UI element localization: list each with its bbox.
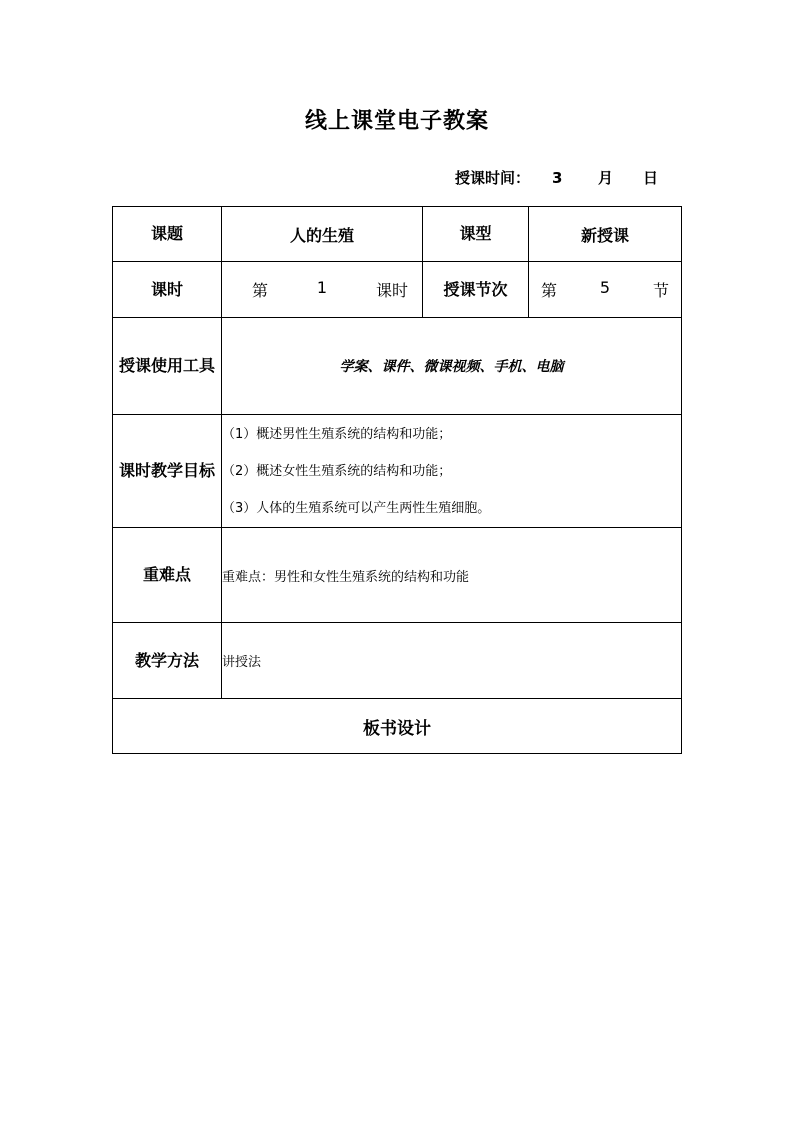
period-suffix: 课时 bbox=[375, 281, 408, 300]
table-row bbox=[113, 623, 682, 699]
teaching-goals-label: 课时教学目标 bbox=[113, 415, 222, 528]
lesson-type-label: 课型 bbox=[423, 207, 529, 262]
table-row bbox=[113, 262, 682, 318]
key-points-value: 重难点：男性和女性生殖系统的结构和功能 bbox=[222, 528, 682, 623]
session-value bbox=[529, 262, 682, 318]
teaching-method-label: 教学方法 bbox=[113, 623, 222, 699]
topic-label: 课题 bbox=[113, 207, 222, 262]
tools-label: 授课使用工具 bbox=[113, 318, 222, 415]
teaching-method-value: 讲授法 bbox=[222, 623, 682, 699]
session-number: 5 bbox=[599, 278, 611, 297]
teaching-date bbox=[455, 167, 658, 188]
session-suffix: 节 bbox=[652, 281, 669, 300]
board-design-label: 板书设计 bbox=[113, 699, 682, 754]
document-title: 线上课堂电子教案 bbox=[304, 109, 489, 134]
period-prefix: 第 bbox=[252, 281, 269, 300]
list-item: （2）概述女性生殖系统的结构和功能； bbox=[222, 463, 452, 479]
table-row bbox=[113, 318, 682, 415]
table-row bbox=[113, 207, 682, 262]
tools-value: 学案、课件、微课视频、手机、电脑 bbox=[222, 318, 682, 415]
topic-value: 人的生殖 bbox=[222, 207, 423, 262]
list-item: （3）人体的生殖系统可以产生两性生殖细胞。 bbox=[222, 500, 491, 516]
period-value bbox=[222, 262, 423, 318]
date-label: 授课时间： bbox=[455, 169, 531, 187]
table-row bbox=[113, 528, 682, 623]
lesson-type-value: 新授课 bbox=[529, 207, 682, 262]
key-points-label: 重难点 bbox=[113, 528, 222, 623]
lesson-plan-table bbox=[112, 206, 682, 754]
date-day-unit: 日 bbox=[643, 169, 659, 187]
date-month-unit: 月 bbox=[598, 169, 614, 187]
period-number: 1 bbox=[316, 278, 328, 297]
table-row bbox=[113, 699, 682, 754]
period-label: 课时 bbox=[113, 262, 222, 318]
list-item: （1）概述男性生殖系统的结构和功能； bbox=[222, 426, 452, 442]
session-label: 授课节次 bbox=[423, 262, 529, 318]
session-prefix: 第 bbox=[541, 281, 558, 300]
teaching-goals-list bbox=[222, 415, 682, 528]
table-row bbox=[113, 415, 682, 528]
date-month-value: 3 bbox=[552, 169, 563, 187]
